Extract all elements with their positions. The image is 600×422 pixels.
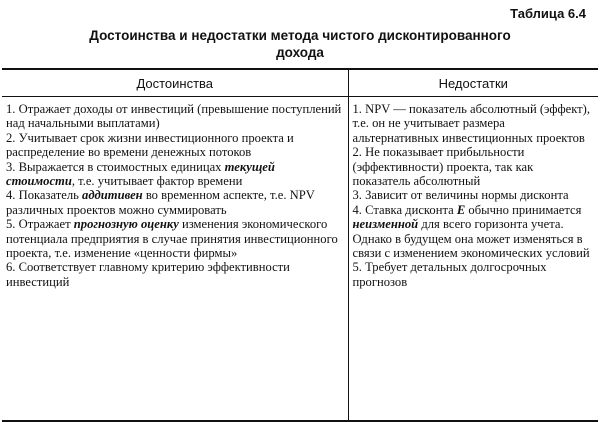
disadvantage-3-text: 3. Зависит от величины нормы дисконта <box>352 188 569 203</box>
disadvantage-item-5 <box>353 260 595 289</box>
disadvantages-header: Недостатки <box>348 69 598 97</box>
advantage-5-text-b: изменения экономического потенциала предприятия в случае принятия инвестиционного проекта, т.е. изменение «ценности фирмы» <box>6 217 338 261</box>
advantage-1-text: 1. Отражает доходы от инвестиций (превышение поступлений над начальными выплатами) <box>6 102 342 131</box>
table-caption <box>20 27 580 61</box>
advantages-header: Достоинства <box>2 69 348 97</box>
comparison-table <box>2 68 598 422</box>
disadvantage-item-1 <box>353 102 595 145</box>
advantage-4-emphasis: аддитивен <box>82 188 143 203</box>
advantage-item-3 <box>6 160 344 189</box>
disadvantage-2-text: 2. Не показывает прибыльности (эффективности) проекта, так как показатель абсолютный <box>352 145 534 189</box>
disadvantage-1-text: 1. NPV — показатель абсолютный (эффект), т.е. он не учитывает размера альтернативных инвестиционных проектов <box>352 102 591 145</box>
advantage-item-5 <box>6 217 344 260</box>
disadvantage-item-4 <box>353 203 595 261</box>
advantage-5-emphasis: прогнозную оценку <box>73 217 179 232</box>
advantage-item-6 <box>6 260 344 289</box>
advantage-item-4 <box>6 188 344 217</box>
caption-line-2: дохода <box>276 45 324 60</box>
disadvantage-4-text-c: для всего горизонта учета. Однако в будущем она может изменяться в связи с изменением экономических условий <box>352 217 590 261</box>
advantage-4-text-b: во временном аспекте, т.е. NPV различных проектов можно суммировать <box>6 188 315 217</box>
advantage-3-text-b: , т.е. учитывает фактор времени <box>71 174 243 189</box>
advantage-item-1 <box>6 102 344 131</box>
advantage-4-text-a: 4. Показатель <box>6 188 83 203</box>
advantage-3-text-a: 3. Выражается в стоимостных единицах <box>6 159 225 174</box>
header-row <box>2 69 598 97</box>
advantage-3-emphasis: текущей стоимости <box>6 159 275 189</box>
disadvantage-5-text: 5. Требует детальных долгосрочных прогнозов <box>352 260 547 289</box>
disadvantage-4-emphasis: неизменной <box>352 217 419 232</box>
disadvantage-4-text-a: 4. Ставка дисконта <box>352 202 457 217</box>
disadvantage-4-symbol: E <box>456 202 466 217</box>
disadvantage-item-2 <box>353 145 595 188</box>
body-row <box>2 97 598 422</box>
advantage-6-text: 6. Соответствует главному критерию эффективности инвестиций <box>6 260 290 289</box>
advantage-2-text: 2. Учитывает срок жизни инвестиционного проекта и распределение во времени денежных потоков <box>6 130 294 160</box>
table-number: Таблица 6.4 <box>510 6 586 21</box>
advantage-item-2 <box>6 131 344 160</box>
disadvantage-item-3 <box>353 188 595 202</box>
disadvantage-4-text-b: обычно принимается <box>465 202 582 217</box>
advantages-column <box>2 97 348 422</box>
disadvantages-column <box>348 97 598 422</box>
caption-line-1: Достоинства и недостатки метода чистого дисконтированного <box>89 28 511 43</box>
advantage-5-text-a: 5. Отражает <box>6 217 74 232</box>
